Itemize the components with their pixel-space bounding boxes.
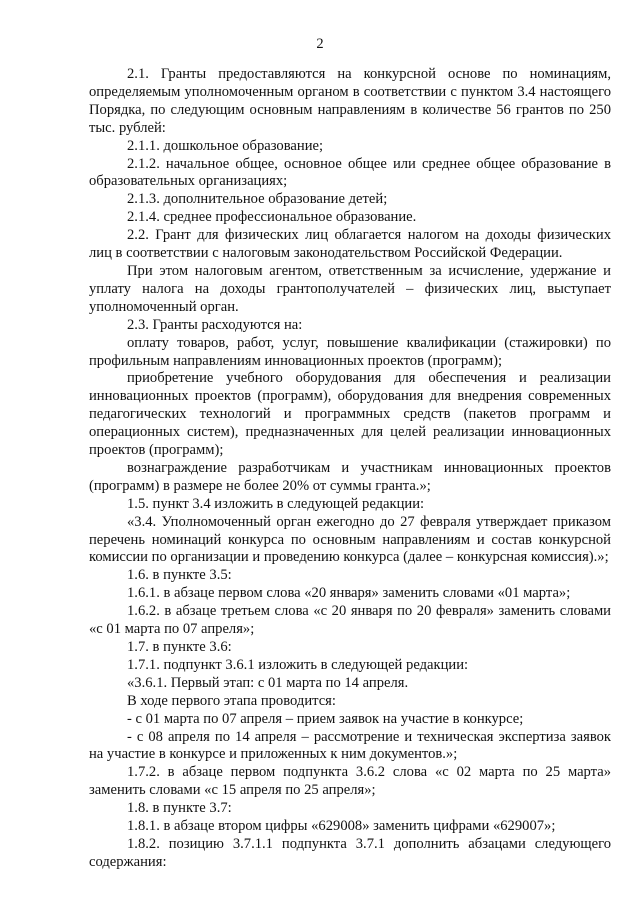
paragraph-1-8: 1.8. в пункте 3.7: [127,800,232,817]
paragraph-1-8-2: 1.8.2. позицию 3.7.1.1 подпункта 3.7.1 дополнить абзацами следующего содержания: [89,835,611,870]
paragraph-first-stage: В ходе первого этапа проводится: [127,692,336,709]
paragraph-tax-agent: При этом налоговым агентом, ответственным за исчисление, удержание и уплату налога на доходы грантополучателей – физических лиц, выступает уполномоченный орган. [89,262,611,315]
page-number: 2 [316,36,324,52]
paragraph-1-7-2: 1.7.2. в абзаце первом подпункта 3.6.2 слова «с 02 марта по 25 марта» заменить словами «с 15 апреля по 25 апреля»; [89,764,611,799]
paragraph-1-7-1: 1.7.1. подпункт 3.6.1 изложить в следующей редакции: [127,656,469,673]
paragraph-equipment-purchase: приобретение учебного оборудования для обеспечения и реализации инновационных проектов (программ), оборудования для внедрения современных педагогических технологий и программных средств (пакетов программ и операционных систем), предназначенных для целей реализации инновационных проектов (программ); [89,370,611,459]
paragraph-2-1: 2.1. Гранты предоставляются на конкурсной основе по номинациям, определяемым уполномоченным органом в соответствии с пунктом 3.4 настоящего Порядка, по следующим основным направлениям в количестве 56 грантов по 250 тыс. рублей: [89,66,611,136]
paragraph-2-1-2: 2.1.2. начальное общее, основное общее или среднее общее образование в образовательных организациях; [89,155,611,190]
paragraph-2-1-4: 2.1.4. среднее профессиональное образование. [127,209,417,226]
paragraph-3-6-1: «3.6.1. Первый этап: с 01 марта по 14 апреля. [127,674,409,691]
paragraph-1-6-1: 1.6.1. в абзаце первом слова «20 января» заменить словами «01 марта»; [127,585,571,602]
paragraph-1-5: 1.5. пункт 3.4 изложить в следующей редакции: [127,495,425,512]
paragraph-3-4: «3.4. Уполномоченный орган ежегодно до 27 февраля утверждает приказом перечень номинаций конкурса по основным направлениям и состав конкурсной комиссии по организации и проведению конкурса (далее – конкурсная комиссия).»; [89,513,611,566]
paragraph-payment-goods: оплату товаров, работ, услуг, повышение квалификации (стажировки) по профильным направлениям инновационных проектов (программ); [89,334,611,369]
paragraph-2-1-1: 2.1.1. дошкольное образование; [127,137,324,154]
paragraph-1-6-2: 1.6.2. в абзаце третьем слова «с 20 января по 20 февраля» заменить словами «с 01 марта по 07 апреля»; [89,603,611,638]
paragraph-2-3: 2.3. Гранты расходуются на: [127,316,303,333]
paragraph-2-2: 2.2. Грант для физических лиц облагается налогом на доходы физических лиц в соответствии с налоговым законодательством Российской Федерации. [89,227,611,262]
paragraph-1-7: 1.7. в пункте 3.6: [127,639,232,655]
paragraph-2-1-3: 2.1.3. дополнительное образование детей; [127,191,388,208]
paragraph-developer-reward: вознаграждение разработчикам и участникам инновационных проектов (программ) в размере не более 20% от суммы гранта.»; [89,459,611,494]
paragraph-applications-period: - с 01 марта по 07 апреля – прием заявок на участие в конкурсе; [127,710,524,727]
paragraph-1-6: 1.6. в пункте 3.5: [127,567,232,584]
paragraph-review-period: - с 08 апреля по 14 апреля – рассмотрение и техническая экспертиза заявок на участие в конкурсе и приложенных к ним документов.»; [89,728,611,763]
document-body [89,66,611,872]
paragraph-1-8-1: 1.8.1. в абзаце втором цифры «629008» заменить цифрами «629007»; [127,818,556,835]
